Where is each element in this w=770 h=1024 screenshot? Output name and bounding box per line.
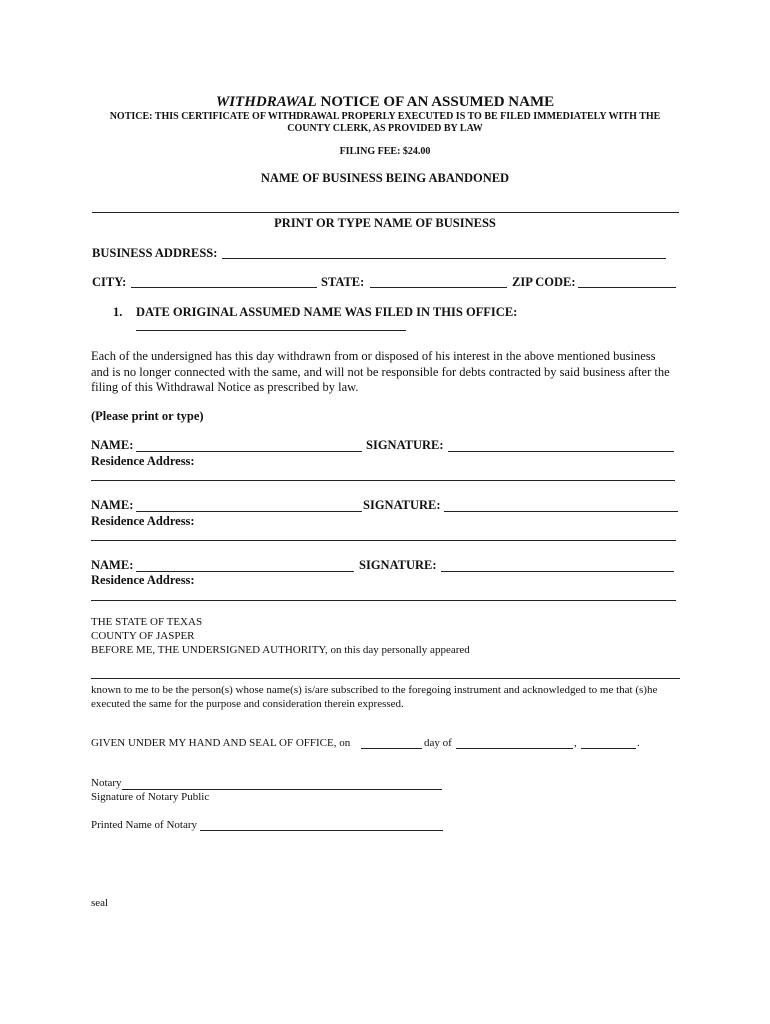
business-address-label: BUSINESS ADDRESS: xyxy=(92,246,218,260)
before-me-statement: BEFORE ME, THE UNDERSIGNED AUTHORITY, on this day personally appeared xyxy=(91,644,470,656)
signer-1-signature-label: SIGNATURE: xyxy=(366,438,444,452)
withdrawal-statement xyxy=(91,349,670,396)
signer-3-name-field[interactable] xyxy=(136,571,354,572)
signer-2-name-field[interactable] xyxy=(136,511,362,512)
printed-name-field[interactable] xyxy=(200,830,443,831)
business-name-field[interactable] xyxy=(92,212,679,213)
signer-2-signature-field[interactable] xyxy=(444,511,678,512)
appearing-person-field[interactable] xyxy=(91,678,680,679)
document-title xyxy=(0,94,770,111)
item-1-number: 1. xyxy=(113,305,123,319)
given-period: . xyxy=(637,737,640,749)
signer-1-residence-label: Residence Address: xyxy=(91,454,195,468)
signer-3-name-label: NAME: xyxy=(91,558,134,572)
signer-2-residence-label: Residence Address: xyxy=(91,514,195,528)
statement-line-2: and is no longer connected with the same, and will not be responsible for debts contracted by said business after the xyxy=(91,364,670,379)
notary-venue xyxy=(91,615,470,657)
acknowledgment-text xyxy=(91,683,657,711)
title-italic: WITHDRAWAL xyxy=(215,94,317,110)
signer-2-name-label: NAME: xyxy=(91,498,134,512)
city-field[interactable] xyxy=(131,287,317,288)
acknowledgment-line-1: known to me to be the person(s) whose name(s) is/are subscribed to the foregoing instrument and acknowledged to me that (s)he xyxy=(91,684,658,696)
business-address-field[interactable] xyxy=(222,258,666,259)
signer-3-residence-label: Residence Address: xyxy=(91,573,195,587)
given-year-field[interactable] xyxy=(581,748,636,749)
state-field[interactable] xyxy=(370,287,507,288)
acknowledgment-line-2: executed the same for the purpose and consideration therein expressed. xyxy=(91,698,404,710)
state-of-texas: THE STATE OF TEXAS xyxy=(91,616,203,628)
county-of-jasper: COUNTY OF JASPER xyxy=(91,630,195,642)
please-print-note: (Please print or type) xyxy=(91,409,204,423)
notice-line-2: COUNTY CLERK, AS PROVIDED BY LAW xyxy=(287,123,483,134)
signer-2-residence-field[interactable] xyxy=(91,540,676,541)
zip-field[interactable] xyxy=(578,287,676,288)
seal-label: seal xyxy=(91,897,109,909)
signer-3-signature-label: SIGNATURE: xyxy=(359,558,437,572)
given-day-of: day of xyxy=(424,737,452,749)
given-month-field[interactable] xyxy=(456,748,573,749)
signer-1-name-label: NAME: xyxy=(91,438,134,452)
signer-3-signature-field[interactable] xyxy=(441,571,674,572)
given-date-field[interactable] xyxy=(361,748,422,749)
signer-1-name-field[interactable] xyxy=(136,451,362,452)
statement-line-3: filing of this Withdrawal Notice as prescribed by law. xyxy=(91,380,359,394)
filing-fee: FILING FEE: $24.00 xyxy=(339,146,431,157)
item-1-label: DATE ORIGINAL ASSUMED NAME WAS FILED IN THIS OFFICE: xyxy=(136,305,518,319)
signer-2-signature-label: SIGNATURE: xyxy=(363,498,441,512)
statement-line-1: Each of the undersigned has this day withdrawn from or disposed of his interest in the above mentioned business xyxy=(91,349,656,363)
notary-label: Notary xyxy=(91,777,122,789)
signature-of-notary-caption: Signature of Notary Public xyxy=(91,791,210,803)
signer-1-residence-field[interactable] xyxy=(91,480,675,481)
printed-name-label: Printed Name of Notary xyxy=(91,819,197,831)
signer-3-residence-field[interactable] xyxy=(91,600,676,601)
city-label: CITY: xyxy=(92,275,127,289)
state-label: STATE: xyxy=(321,275,365,289)
original-filing-date-field[interactable] xyxy=(136,330,406,331)
given-comma: , xyxy=(574,737,577,749)
zip-label: ZIP CODE: xyxy=(512,275,576,289)
signer-1-signature-field[interactable] xyxy=(448,451,674,452)
title-rest: NOTICE OF AN ASSUMED NAME xyxy=(316,94,555,110)
section-heading: NAME OF BUSINESS BEING ABANDONED xyxy=(260,171,510,185)
business-name-caption: PRINT OR TYPE NAME OF BUSINESS xyxy=(274,216,496,230)
notice-line-1: NOTICE: THIS CERTIFICATE OF WITHDRAWAL PROPERLY EXECUTED IS TO BE FILED IMMEDIATELY WITH THE xyxy=(109,111,661,122)
notary-signature-field[interactable] xyxy=(122,789,442,790)
given-under-hand-prefix: GIVEN UNDER MY HAND AND SEAL OF OFFICE, on xyxy=(91,737,351,749)
